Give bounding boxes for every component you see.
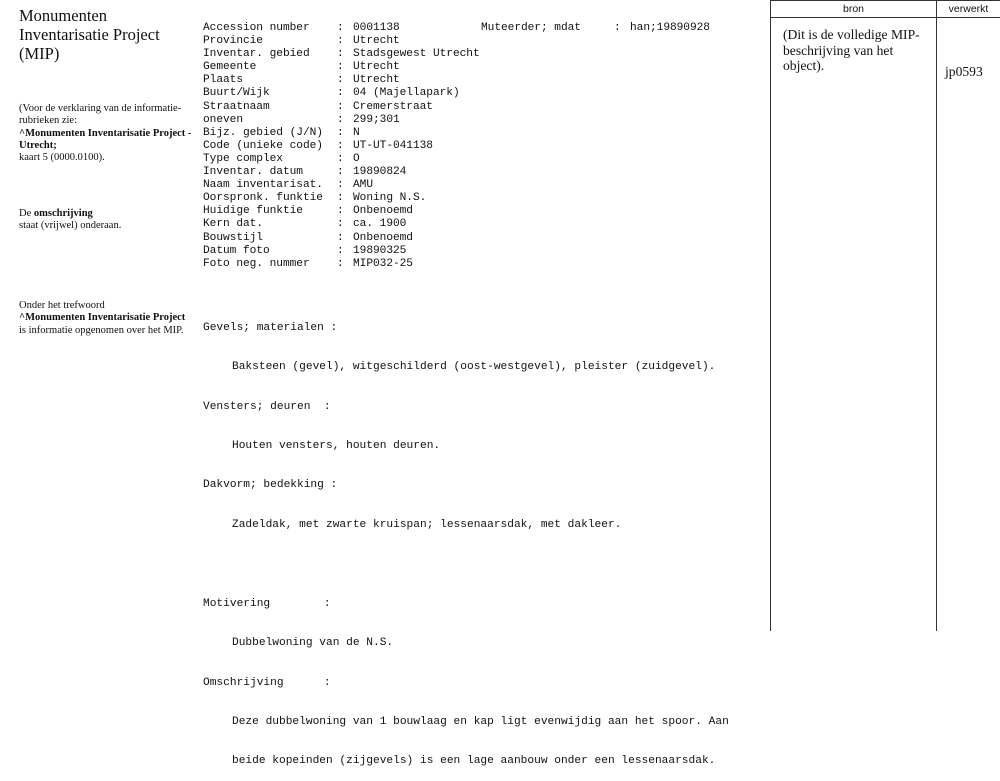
field-label: Straatnaam xyxy=(203,100,270,113)
field-separator: : xyxy=(337,100,344,113)
field-label: Plaats xyxy=(203,74,243,87)
field-separator: : xyxy=(337,166,344,179)
vensters-text: Houten vensters, houten deuren. xyxy=(232,440,441,453)
column-header-verwerkt: verwerkt xyxy=(948,3,989,15)
field-value: Woning N.S. xyxy=(353,192,427,205)
field-separator: : xyxy=(337,139,344,152)
gevels-label: Gevels; materialen : xyxy=(203,322,338,335)
table-left-border xyxy=(770,0,771,631)
field-label: Gemeente xyxy=(203,61,257,74)
record-row-accession xyxy=(203,22,763,35)
note-trefwoord-keyword: ^Monumenten Inventarisatie Project xyxy=(19,312,186,324)
left-margin-column xyxy=(19,6,192,336)
field-value: MIP032-25 xyxy=(353,257,413,270)
field-label: Inventar. gebied xyxy=(203,48,310,61)
field-separator: : xyxy=(337,218,344,231)
field-separator: : xyxy=(337,48,344,61)
note-omschrijving xyxy=(19,208,194,233)
field-separator: : xyxy=(337,113,344,126)
record-row xyxy=(203,153,763,166)
field-value: Utrecht xyxy=(353,61,400,74)
record-row xyxy=(203,245,763,258)
mutateur-label: Muteerder; mdat xyxy=(481,22,581,34)
description-block xyxy=(203,296,763,781)
field-label: Foto neg. nummer xyxy=(203,257,310,270)
field-value: Onbenoemd xyxy=(353,231,413,244)
field-label: Bouwstijl xyxy=(203,231,263,244)
note-trefwoord xyxy=(19,300,194,337)
field-value: Stadsgewest Utrecht xyxy=(353,48,480,61)
field-label: Type complex xyxy=(203,152,283,165)
document-title: Monumenten Inventarisatie Project (MIP) xyxy=(19,6,160,63)
record-row xyxy=(203,61,763,74)
field-label: Huidige funktie xyxy=(203,205,303,218)
omschrijving-line-2: beide kopeinden (zijgevels) is een lage aanbouw onder een lessenaarsdak. xyxy=(232,755,716,768)
record-row xyxy=(203,140,763,153)
field-value: Cremerstraat xyxy=(353,100,433,113)
record-row xyxy=(203,87,763,100)
field-separator: : xyxy=(337,179,344,192)
record-row xyxy=(203,218,763,231)
field-value: AMU xyxy=(353,179,373,192)
note-trefwoord-prefix: Onder het trefwoord xyxy=(19,300,105,311)
record-row xyxy=(203,258,763,271)
record-row xyxy=(203,232,763,245)
field-label: Inventar. datum xyxy=(203,166,303,179)
omschrijving-line-1: Deze dubbelwoning van 1 bouwlaag en kap ligt evenwijdig aan het spoor. Aan xyxy=(232,715,729,728)
field-separator: : xyxy=(337,192,344,205)
field-separator: : xyxy=(337,244,344,257)
field-value: 04 (Majellapark) xyxy=(353,87,460,100)
gevels-text: Baksteen (gevel), witgeschilderd (oost-westgevel), pleister (zuidgevel). xyxy=(232,361,716,374)
record-row xyxy=(203,179,763,192)
field-label: Accession number xyxy=(203,22,310,34)
note-omschrijving-keyword: omschrijving xyxy=(33,208,93,219)
field-label: Code (unieke code) xyxy=(203,139,323,152)
field-value: O xyxy=(353,152,360,165)
field-value: 299;301 xyxy=(353,113,400,126)
record-row xyxy=(203,48,763,61)
record-row xyxy=(203,127,763,140)
note-trefwoord-tail: is informatie opgenomen over het MIP. xyxy=(19,324,184,336)
record-fields xyxy=(203,22,763,271)
record-row xyxy=(203,192,763,205)
field-value: N xyxy=(353,126,360,139)
field-label: Oorspronk. funktie xyxy=(203,192,323,205)
record-row xyxy=(203,205,763,218)
vensters-label: Vensters; deuren : xyxy=(203,400,331,413)
field-label: Provincie xyxy=(203,35,263,48)
field-separator: : xyxy=(337,22,344,34)
field-label: Buurt/Wijk xyxy=(203,87,270,100)
field-value: 19890325 xyxy=(353,244,407,257)
column-header-bron: bron xyxy=(842,3,864,15)
table-top-border xyxy=(770,0,1000,1)
field-value: UT-UT-041138 xyxy=(353,139,433,152)
field-separator: : xyxy=(614,22,621,34)
field-separator: : xyxy=(337,87,344,100)
verwerkt-cell: jp0593 xyxy=(945,64,983,79)
bron-cell: (Dit is de volledige MIP-beschrijving van het object). xyxy=(783,27,920,74)
record-row xyxy=(203,35,763,48)
field-label: Datum foto xyxy=(203,244,270,257)
note-omschrijving-tail: staat (vrijwel) onderaan. xyxy=(19,220,122,232)
dakvorm-text: Zadeldak, met zwarte kruispan; lessenaarsdak, met dakleer. xyxy=(232,518,622,531)
mutateur-value: han;19890928 xyxy=(630,22,710,34)
field-separator: : xyxy=(337,231,344,244)
field-separator: : xyxy=(337,74,344,87)
field-value: ca. 1900 xyxy=(353,218,407,231)
note-verklaring-card: kaart 5 (0000.0100). xyxy=(19,152,105,164)
field-separator: : xyxy=(337,35,344,48)
record-row xyxy=(203,166,763,179)
record-row xyxy=(203,114,763,127)
field-value: Utrecht xyxy=(353,35,400,48)
field-separator: : xyxy=(337,257,344,270)
note-verklaring-text: (Voor de verklaring van de informatie-rubrieken zie: xyxy=(19,103,182,127)
field-label: Kern dat. xyxy=(203,218,263,231)
table-column-divider xyxy=(936,0,937,631)
motivering-label: Motivering : xyxy=(203,598,331,611)
omschrijving-label: Omschrijving : xyxy=(203,676,331,689)
table-header-divider xyxy=(770,17,1000,18)
field-label: Naam inventarisat. xyxy=(203,179,323,192)
field-label: Bijz. gebied (J/N) xyxy=(203,126,323,139)
field-value: Onbenoemd xyxy=(353,205,413,218)
field-value: 19890824 xyxy=(353,166,407,179)
record-row xyxy=(203,74,763,87)
note-omschrijving-prefix: De xyxy=(19,208,34,219)
field-separator: : xyxy=(337,61,344,74)
dakvorm-label: Dakvorm; bedekking : xyxy=(203,479,338,492)
note-verklaring xyxy=(19,103,194,164)
field-value: 0001138 xyxy=(353,22,400,34)
field-separator: : xyxy=(337,126,344,139)
note-verklaring-reference: ^Monumenten Inventarisatie Project - Utrecht; xyxy=(19,127,192,151)
field-separator: : xyxy=(337,205,344,218)
field-label: oneven xyxy=(203,113,243,126)
motivering-text: Dubbelwoning van de N.S. xyxy=(232,637,394,650)
field-value: Utrecht xyxy=(353,74,400,87)
record-row xyxy=(203,101,763,114)
field-separator: : xyxy=(337,152,344,165)
